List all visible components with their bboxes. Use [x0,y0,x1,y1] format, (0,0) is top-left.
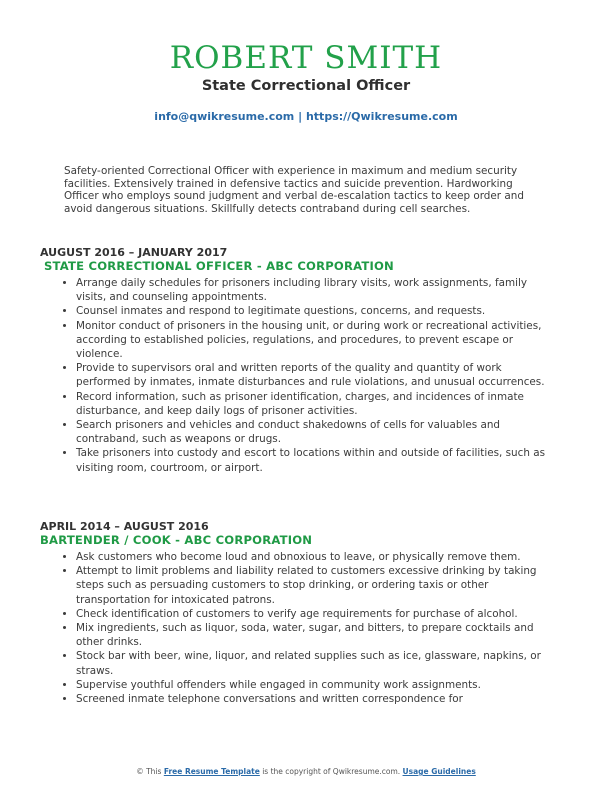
list-item: • Stock bar with beer, wine, liquor, and related supplies such as ice, glassware, napkins, or straws. [76,649,550,677]
contact-separator: | [294,110,306,123]
job-dates: AUGUST 2016 – JANUARY 2017 [40,246,228,259]
list-item: • Arrange daily schedules for prisoners including library visits, work assignments, family visits, and counseling appointments. [76,276,550,304]
guidelines-link[interactable]: Usage Guidelines [402,767,476,776]
list-item: • Ask customers who become loud and obnoxious to leave, or physically remove them. [76,550,550,564]
job-entry [40,246,550,475]
list-item: • Check identification of customers to verify age requirements for purchase of alcohol. [76,607,550,621]
candidate-name: ROBERT SMITH [169,40,443,76]
list-item: • Search prisoners and vehicles and conduct shakedowns of cells for valuables and contraband, such as weapons or drugs. [76,418,550,446]
footer-middle: is the copyright of Qwikresume.com. [259,767,403,776]
list-item: • Provide to supervisors oral and written reports of the quality and quantity of work performed by inmates, inmate disturbances and rule violations, and unusual occurrences. [76,361,550,389]
list-item: • Take prisoners into custody and escort to locations within and outside of facilities, such as visiting room, courtroom, or airport. [76,446,550,474]
job-role: BARTENDER / COOK - ABC CORPORATION [40,533,313,547]
list-item: • Record information, such as prisoner identification, charges, and incidences of inmate disturbance, and keep daily logs of prisoner activities. [76,390,550,418]
job-dates: APRIL 2014 – AUGUST 2016 [40,520,209,533]
email-link[interactable]: info@qwikresume.com [154,110,295,123]
job-bullets [40,276,550,475]
footer [0,767,612,776]
list-item: • Screened inmate telephone conversations and written correspondence for [76,692,550,706]
job-role: STATE CORRECTIONAL OFFICER - ABC CORPORATION [44,259,394,273]
template-link[interactable]: Free Resume Template [163,767,260,776]
summary-paragraph: Safety-oriented Correctional Officer with experience in maximum and medium security facilities. Extensively trained in defensive tactics and suicide prevention. Hardworking Officer who employs sound judgment and verbal de-escalation tactics to keep order and avoid dangerous situations. Skillfully detects contraband during cell searches. [64,165,524,215]
list-item: • Monitor conduct of prisoners in the housing unit, or during work or recreational activities, according to established policies, regulations, and procedures, to prevent escape or violence. [76,319,550,362]
footer-prefix: © This [136,767,164,776]
contact-line [0,110,612,123]
website-link[interactable]: https://Qwikresume.com [305,110,458,123]
job-bullets [40,550,550,706]
list-item: • Mix ingredients, such as liquor, soda, water, sugar, and bitters, to prepare cocktails and other drinks. [76,621,550,649]
list-item: • Supervise youthful offenders while engaged in community work assignments. [76,678,550,692]
list-item: • Attempt to limit problems and liability related to customers excessive drinking by taking steps such as persuading customers to stop drinking, or ordering taxis or other transportation for intoxicated patrons. [76,564,550,607]
list-item: • Counsel inmates and respond to legitimate questions, concerns, and requests. [76,304,550,318]
job-title: State Correctional Officer [201,78,411,94]
job-entry [40,520,550,706]
